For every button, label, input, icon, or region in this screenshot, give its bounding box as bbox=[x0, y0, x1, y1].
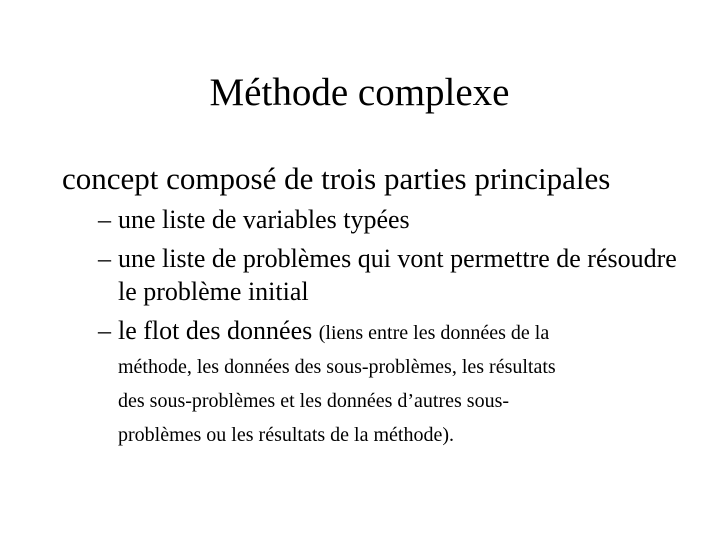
sub-bullet-text: le flot des données bbox=[118, 316, 319, 345]
sub-bullet-variables bbox=[98, 203, 698, 236]
sub-bullet-problems bbox=[98, 242, 698, 308]
sub-bullet-text: une liste de variables typées bbox=[118, 205, 410, 234]
sub-bullet-list bbox=[98, 203, 698, 458]
dash-marker: – bbox=[98, 205, 111, 234]
slide-title: Méthode complexe bbox=[209, 71, 510, 114]
main-bullet: concept composé de trois parties principales bbox=[62, 161, 611, 196]
dash-marker: – bbox=[98, 244, 111, 273]
sub-bullet-data-flow bbox=[98, 314, 698, 452]
sub-bullet-detail-line: problèmes ou les résultats de la méthode). bbox=[118, 424, 455, 446]
sub-bullet-detail-inline: (liens entre les données de la bbox=[318, 322, 550, 344]
sub-bullet-text: une liste de problèmes qui vont permettre de résoudre le problème initial bbox=[118, 244, 677, 306]
sub-bullet-detail-line: des sous-problèmes et les données d’autres sous- bbox=[118, 390, 510, 412]
sub-bullet-detail-line: méthode, les données des sous-problèmes, les résultats bbox=[118, 356, 556, 378]
dash-marker: – bbox=[98, 316, 111, 345]
